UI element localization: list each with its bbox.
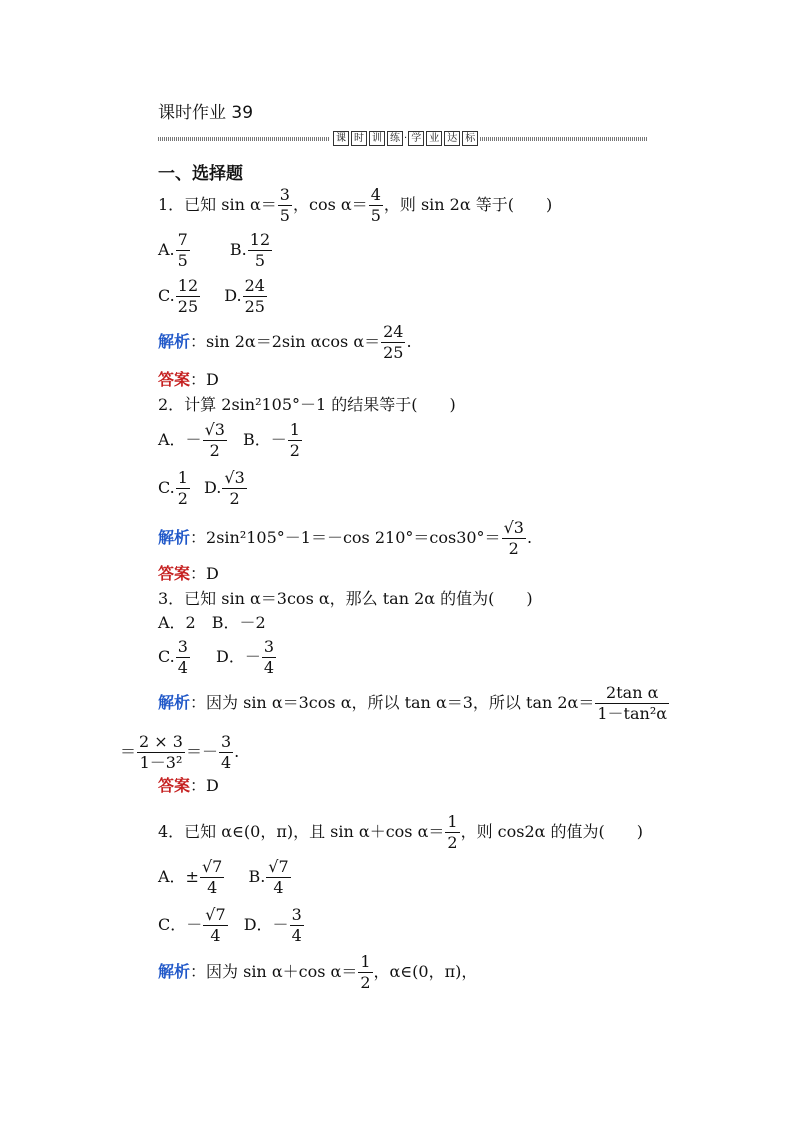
section-heading: 一、选择题 xyxy=(158,164,243,184)
banner-char: 标 xyxy=(462,131,478,146)
banner-char: 时 xyxy=(351,131,367,146)
q2-analysis: 解析：2sin²105°－1＝－cos 210°＝cos30°＝ $\frac{√3}{2}$ . xyxy=(158,518,533,558)
q3-analysis-cont: ＝ $\frac{2 \times 3}{\text{1－3²}}$ ＝－ $\frac{3}{4}$ . xyxy=(120,732,240,772)
banner-char: 学 xyxy=(408,131,424,146)
q4-options-ab: A．± $\frac{√7}{4}$ B. $\frac{√7}{4}$ xyxy=(158,857,289,897)
q4-stem: 4．已知 α∈(0，π)，且 sin α＋cos α＝ $\frac{1}{2}$ ，则 cos2α 的值为( ) xyxy=(158,812,644,852)
q3-options-ab: A．2 B．－2 xyxy=(158,613,266,632)
q2-options-cd: C. $\frac{1}{2}$ D. $\frac{√3}{2}$ xyxy=(158,468,245,508)
q2-options-ab: A．－ $\frac{√3}{2}$ B．－ $\frac{1}{2}$ xyxy=(158,420,300,460)
q3-stem: 3．已知 sin α＝3cos α，那么 tan 2α 的值为( ) xyxy=(158,589,533,608)
fraction: $\frac{3}{5}$ xyxy=(279,185,290,225)
page-title: 课时作业 39 xyxy=(158,103,254,123)
banner-dot: · xyxy=(404,132,408,144)
q1-options-cd: C. $\frac{12}{25}$ D. $\frac{24}{25}$ xyxy=(158,276,265,316)
q1-answer: 答案：D xyxy=(158,370,219,389)
q1-stem: 1．已知 sin α＝ $\frac{3}{5}$ ，cos α＝ $\frac{4}{5}$ ，则 sin 2α 等于( ) xyxy=(158,185,553,225)
q1-analysis: 解析：sin 2α＝2sin αcos α＝ $\frac{24}{25}$ . xyxy=(158,322,412,362)
q1-options-ab: A. $\frac{7}{5}$ B. $\frac{12}{5}$ xyxy=(158,230,271,270)
q3-options-cd: C. $\frac{3}{4}$ D．－ $\frac{3}{4}$ xyxy=(158,637,275,677)
q3-analysis: 解析：因为 sin α＝3cos α，所以 tan α＝3，所以 tan 2α＝ $\frac{\text{2tan α}}{\text{1－tan²α}}$ xyxy=(158,683,668,723)
banner-char: 业 xyxy=(426,131,442,146)
q3-answer: 答案：D xyxy=(158,776,219,795)
banner-char: 训 xyxy=(369,131,385,146)
banner-char: 达 xyxy=(444,131,460,146)
banner-char: 课 xyxy=(333,131,349,146)
header-banner xyxy=(332,129,479,147)
q4-analysis: 解析：因为 sin α＋cos α＝ $\frac{1}{2}$ ，α∈(0，π)， xyxy=(158,952,478,992)
q2-stem: 2．计算 2sin²105°－1 的结果等于( ) xyxy=(158,395,456,414)
q4-options-cd: C．－ $\frac{√7}{4}$ D．－ $\frac{3}{4}$ xyxy=(158,905,302,945)
banner-char: 练 xyxy=(387,131,403,146)
q2-answer: 答案：D xyxy=(158,564,219,583)
fraction: $\frac{4}{5}$ xyxy=(370,185,381,225)
